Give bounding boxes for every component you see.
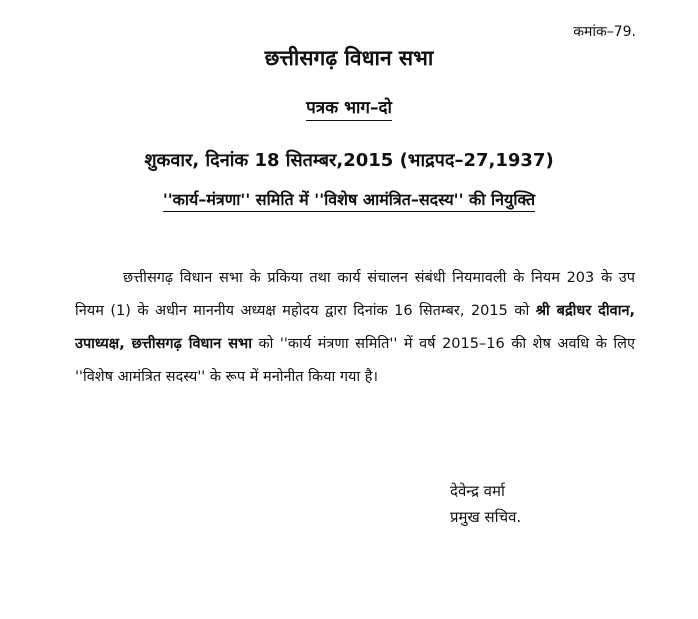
bulletin-part-heading bbox=[0, 95, 698, 118]
subject-heading bbox=[0, 188, 698, 210]
body-text-part1: छत्तीसगढ़ विधान सभा के प्रकिया तथा कार्य संचालन संबंधी नियमावली के नियम 203 के उप नियम (1) के अधीन माननीय अध्यक्ष महोदय द्वारा दिनांक 16 सितम्बर, 2015 को bbox=[75, 270, 635, 319]
date-line: शुकवार, दिनांक 18 सितम्बर,2015 (भाद्रपद–27,1937) bbox=[144, 150, 554, 171]
body-paragraph-container bbox=[75, 262, 635, 394]
subject-text: ''कार्य–मंत्रणा'' समिति में ''विशेष आमंत्रित–सदस्य'' की नियुक्ति bbox=[163, 190, 535, 212]
body-paragraph bbox=[75, 262, 635, 394]
signatory-designation: प्रमुख सचिव. bbox=[450, 508, 522, 526]
serial-number: कमांक–79. bbox=[573, 24, 636, 40]
bulletin-part-text: पत्रक भाग–दो bbox=[306, 98, 392, 121]
body-highlight-name: श्री बद्रीधर दीवान, उपाध्यक्ष, छत्तीसगढ़ विधान सभा bbox=[75, 303, 636, 352]
signatory-name: देवेन्द्र वर्मा bbox=[450, 482, 505, 500]
assembly-name: छत्तीसगढ़ विधान सभा bbox=[264, 46, 434, 70]
body-text-part2: को ''कार्य मंत्रणा समिति'' में वर्ष 2015–16 की शेष अवधि के लिए ''विशेष आमंत्रित सदस्य'' के रूप में मनोनीत किया गया है। bbox=[75, 336, 635, 385]
signature-block bbox=[450, 478, 521, 530]
